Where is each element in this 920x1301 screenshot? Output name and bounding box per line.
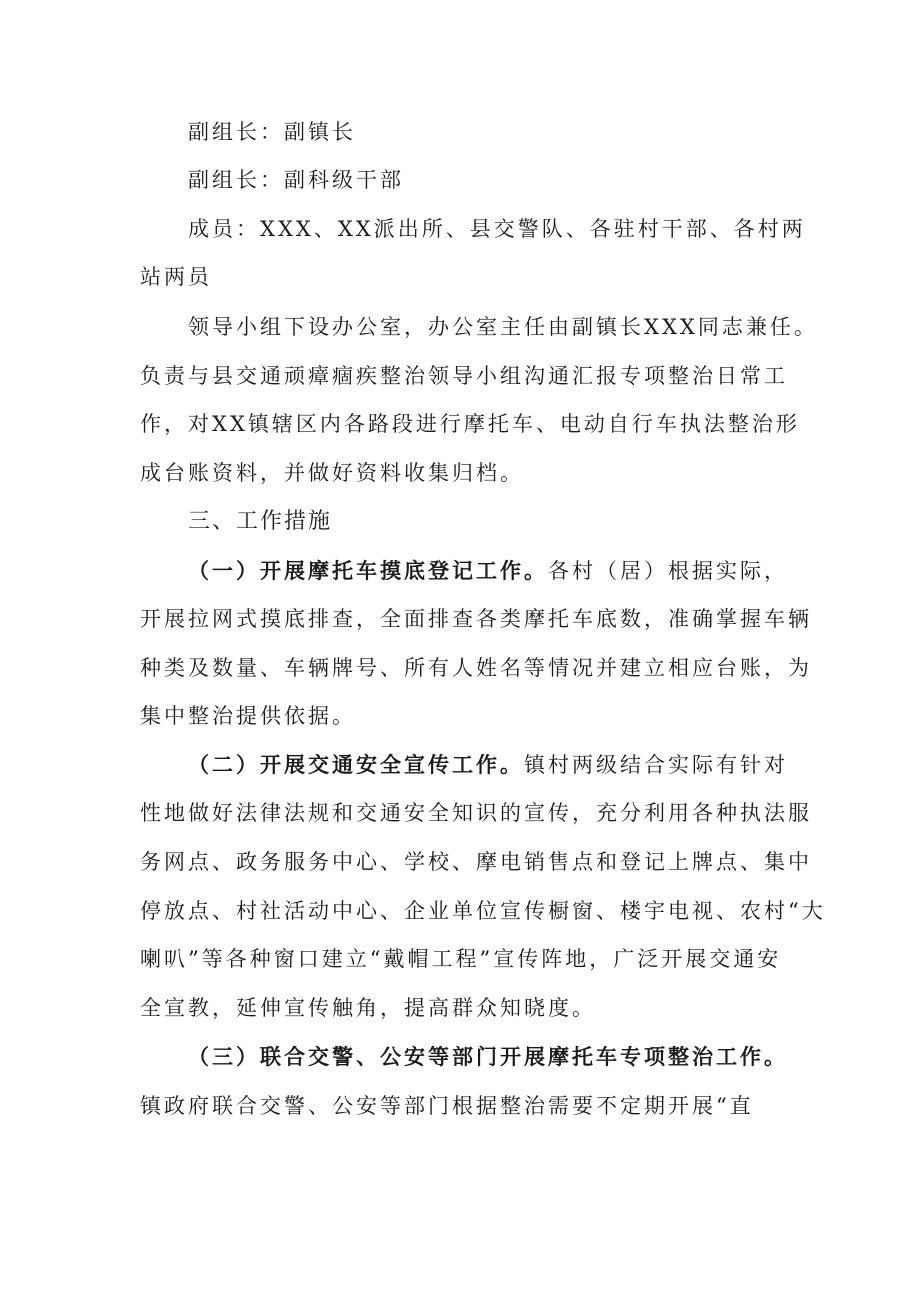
item1-line-3: 种类及数量、车辆牌号、所有人姓名等情况并建立相应台账，为	[140, 656, 812, 680]
item1-line-4: 集中整治提供依据。	[140, 704, 356, 728]
item2-line-4: 停放点、村社活动中心、企业单位宣传橱窗、楼宇电视、农村“大	[140, 899, 826, 923]
deputy-leader-line-1: 副组长：副镇长	[188, 120, 356, 144]
office-paragraph-line-1: 领导小组下设办公室，办公室主任由副镇长XXX同志兼任。	[188, 315, 818, 339]
item2-title: （二）开展交通安全宣传工作。	[188, 752, 524, 777]
office-paragraph-line-4: 成台账资料，并做好资料收集归档。	[140, 461, 524, 485]
office-paragraph-line-2: 负责与县交通顽瘴痼疾整治领导小组沟通汇报专项整治日常工	[140, 364, 788, 388]
item2-line-6: 全宣教，延伸宣传触角，提高群众知晓度。	[140, 996, 596, 1020]
deputy-leader-line-2: 副组长：副科级干部	[188, 168, 404, 192]
item2-first-rest: 镇村两级结合实际有针对	[524, 753, 788, 777]
item2-line-2: 性地做好法律法规和交通安全知识的宣传，充分利用各种执法服	[140, 801, 812, 825]
members-line-1: 成员：XXX、XX派出所、县交警队、各驻村干部、各村两	[188, 217, 806, 241]
office-paragraph-line-3: 作，对XX镇辖区内各路段进行摩托车、电动自行车执法整治形	[140, 412, 800, 436]
item2-first-line	[188, 750, 848, 780]
section-heading: 三、工作措施	[188, 509, 333, 534]
item1-first-line	[188, 556, 848, 586]
item3-line-2: 镇政府联合交警、公安等部门根据整治需要不定期开展“直	[140, 1094, 754, 1118]
item1-title: （一）开展摩托车摸底登记工作。	[188, 558, 548, 583]
item3-title: （三）联合交警、公安等部门开展摩托车专项整治工作。	[188, 1044, 788, 1069]
members-line-2: 站两员	[140, 265, 212, 289]
item2-line-5: 喇叭”等各种窗口建立“戴帽工程”宣传阵地，广泛开展交通安	[140, 947, 782, 971]
item1-first-rest: 各村（居）根据实际，	[548, 559, 788, 583]
item2-line-3: 务网点、政务服务中心、学校、摩电销售点和登记上牌点、集中	[140, 850, 812, 874]
item1-line-2: 开展拉网式摸底排查，全面排查各类摩托车底数，准确掌握车辆	[140, 607, 812, 631]
